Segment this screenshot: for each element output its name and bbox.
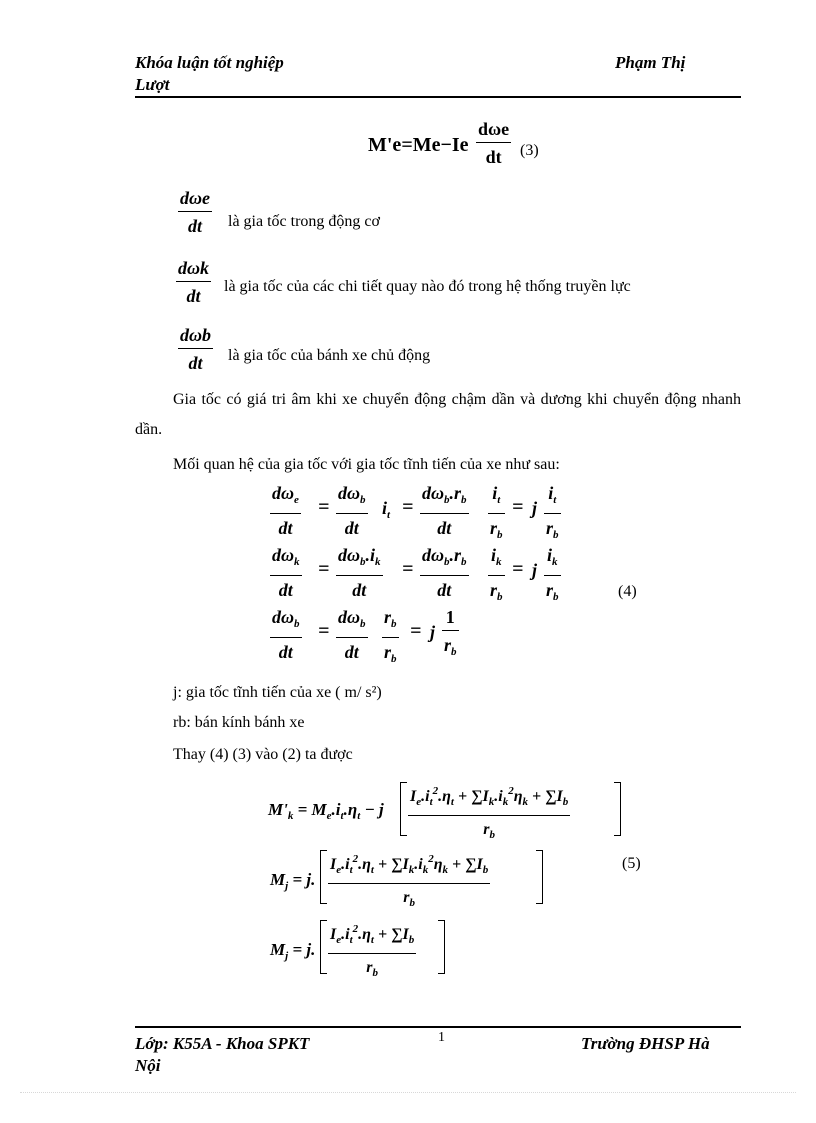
equation-3-fraction	[476, 118, 511, 168]
equals-sign: =	[318, 620, 330, 642]
eq4-r1-f5: $i_t$ $r_b$	[546, 483, 559, 541]
j-definition: j: gia tốc tĩnh tiến của xe ( m/ s²)	[173, 684, 382, 701]
left-bracket	[320, 920, 327, 974]
page-edge	[20, 1092, 796, 1093]
fraction-bar	[178, 348, 213, 349]
eq4-r3-f1: $d\omega_b$ dt	[272, 607, 300, 662]
eq4-r2-f3: $d\omega_b.r_b$ dt	[422, 545, 467, 600]
equation-3-lhs: M'e	[368, 134, 402, 156]
eq4-r1-f4: $i_t$ $r_b$	[490, 483, 503, 541]
eq5-r3-fraction: $I_e.i_t^2.\eta_t + \sum I_b$ $r_b$	[330, 923, 415, 979]
eq4-r2-j: j	[532, 560, 538, 580]
equation-4-number: (4)	[618, 583, 637, 600]
fraction-bar	[476, 142, 511, 143]
equals-sign: =	[410, 620, 422, 642]
footer-class: Lớp: K55A - Khoa SPKT	[135, 1034, 310, 1053]
header-author: Phạm Thị	[615, 53, 686, 72]
def-2-numerator: dωk	[178, 258, 210, 278]
header-rule	[135, 96, 741, 98]
right-bracket	[614, 782, 621, 836]
eq4-r2-f2: $d\omega_b.i_k$ dt	[338, 545, 381, 600]
def-3-text: là gia tốc của bánh xe chủ động	[228, 347, 431, 364]
def-3-fraction	[178, 324, 213, 374]
page-number: 1	[438, 1030, 445, 1045]
def-3-denominator: dt	[188, 353, 203, 373]
eq4-r2-f4: $i_k$ $r_b$	[490, 545, 503, 603]
equation-5-number: (5)	[622, 855, 641, 872]
eq5-r3-lhs: $M_j = j$.	[270, 940, 316, 962]
eq5-r2-lhs: $M_j = j$.	[270, 870, 316, 892]
eq4-r3-f3: $r_b$ $r_b$	[384, 607, 397, 665]
def-1-numerator: dωe	[180, 188, 211, 208]
equation-4-block	[270, 482, 600, 665]
eq4-r1-f3: $d\omega_b.r_b$ dt	[422, 483, 467, 538]
eq4-r3-f2: $d\omega_b$ dt	[338, 607, 366, 662]
eq4-r1-i: $i_t$	[382, 498, 391, 521]
equals-sign: =	[402, 558, 414, 580]
def-1-denominator: dt	[188, 216, 203, 236]
equals-sign: =	[512, 496, 524, 518]
right-bracket	[536, 850, 543, 904]
paragraph-relation: Mối quan hệ của gia tốc với gia tốc tĩnh tiến của xe như sau:	[173, 456, 560, 473]
right-bracket	[438, 920, 445, 974]
header-title: Khóa luận tốt nghiệp	[135, 53, 284, 72]
eq4-r1-j: j	[532, 498, 538, 518]
fraction-bar	[178, 211, 212, 212]
eq5-r1-lhs: $M'_k = M_e.i_t.\eta_t - j$	[268, 800, 384, 822]
eq5-r1-fraction: $I_e.i_t^2.\eta_t + \sum I_k.i_k^2\eta_k + \sum I_b$ $r_b$	[410, 785, 569, 841]
substitution-text: Thay (4) (3) vào (2) ta được	[173, 746, 353, 763]
rb-definition: rb: bán kính bánh xe	[173, 714, 305, 731]
equation-3-expr: =Me−Ie	[401, 134, 469, 156]
equation-3-numerator: dωe	[478, 119, 510, 139]
eq4-r2-f1: $d\omega_k$ dt	[272, 545, 300, 600]
left-bracket	[400, 782, 407, 836]
def-3-numerator: dωb	[180, 325, 212, 345]
equation-3	[368, 118, 568, 174]
footer-class-continued: Nội	[135, 1056, 161, 1075]
def-2-fraction	[176, 257, 211, 307]
left-bracket	[320, 850, 327, 904]
eq4-r3-f4: 1 $r_b$	[444, 607, 457, 658]
eq4-r1-f2: $d\omega_b$ dt	[338, 483, 366, 538]
eq5-r2-fraction: $I_e.i_t^2.\eta_t + \sum I_k.i_k^2\eta_k + \sum I_b$ $r_b$	[330, 853, 489, 909]
def-1-text: là gia tốc trong động cơ	[228, 213, 380, 230]
eq4-r1-f1: $d\omega_e$ dt	[272, 483, 299, 538]
header-title-continued: Lượt	[135, 75, 170, 94]
def-1-fraction	[178, 187, 212, 237]
def-2-denominator: dt	[186, 286, 201, 306]
eq4-r3-j: j	[430, 622, 436, 642]
def-2-text: là gia tốc của các chi tiết quay nào đó trong hệ thống truyền lực	[224, 278, 631, 295]
equals-sign: =	[318, 558, 330, 580]
equals-sign: =	[318, 496, 330, 518]
equation-5-block	[268, 778, 638, 983]
equation-3-denominator: dt	[485, 147, 502, 167]
equals-sign: =	[402, 496, 414, 518]
footer-school: Trường ĐHSP Hà	[581, 1034, 710, 1053]
eq4-r2-f5: $i_k$ $r_b$	[546, 545, 559, 603]
equation-3-number: (3)	[520, 142, 539, 159]
paragraph-acceleration-sign: Gia tốc có giá tri âm khi xe chuyển động chậm dần và dương khi chuyển động nhanh dần.	[135, 391, 741, 438]
fraction-bar	[176, 281, 211, 282]
equals-sign: =	[512, 558, 524, 580]
footer-rule	[135, 1026, 741, 1028]
